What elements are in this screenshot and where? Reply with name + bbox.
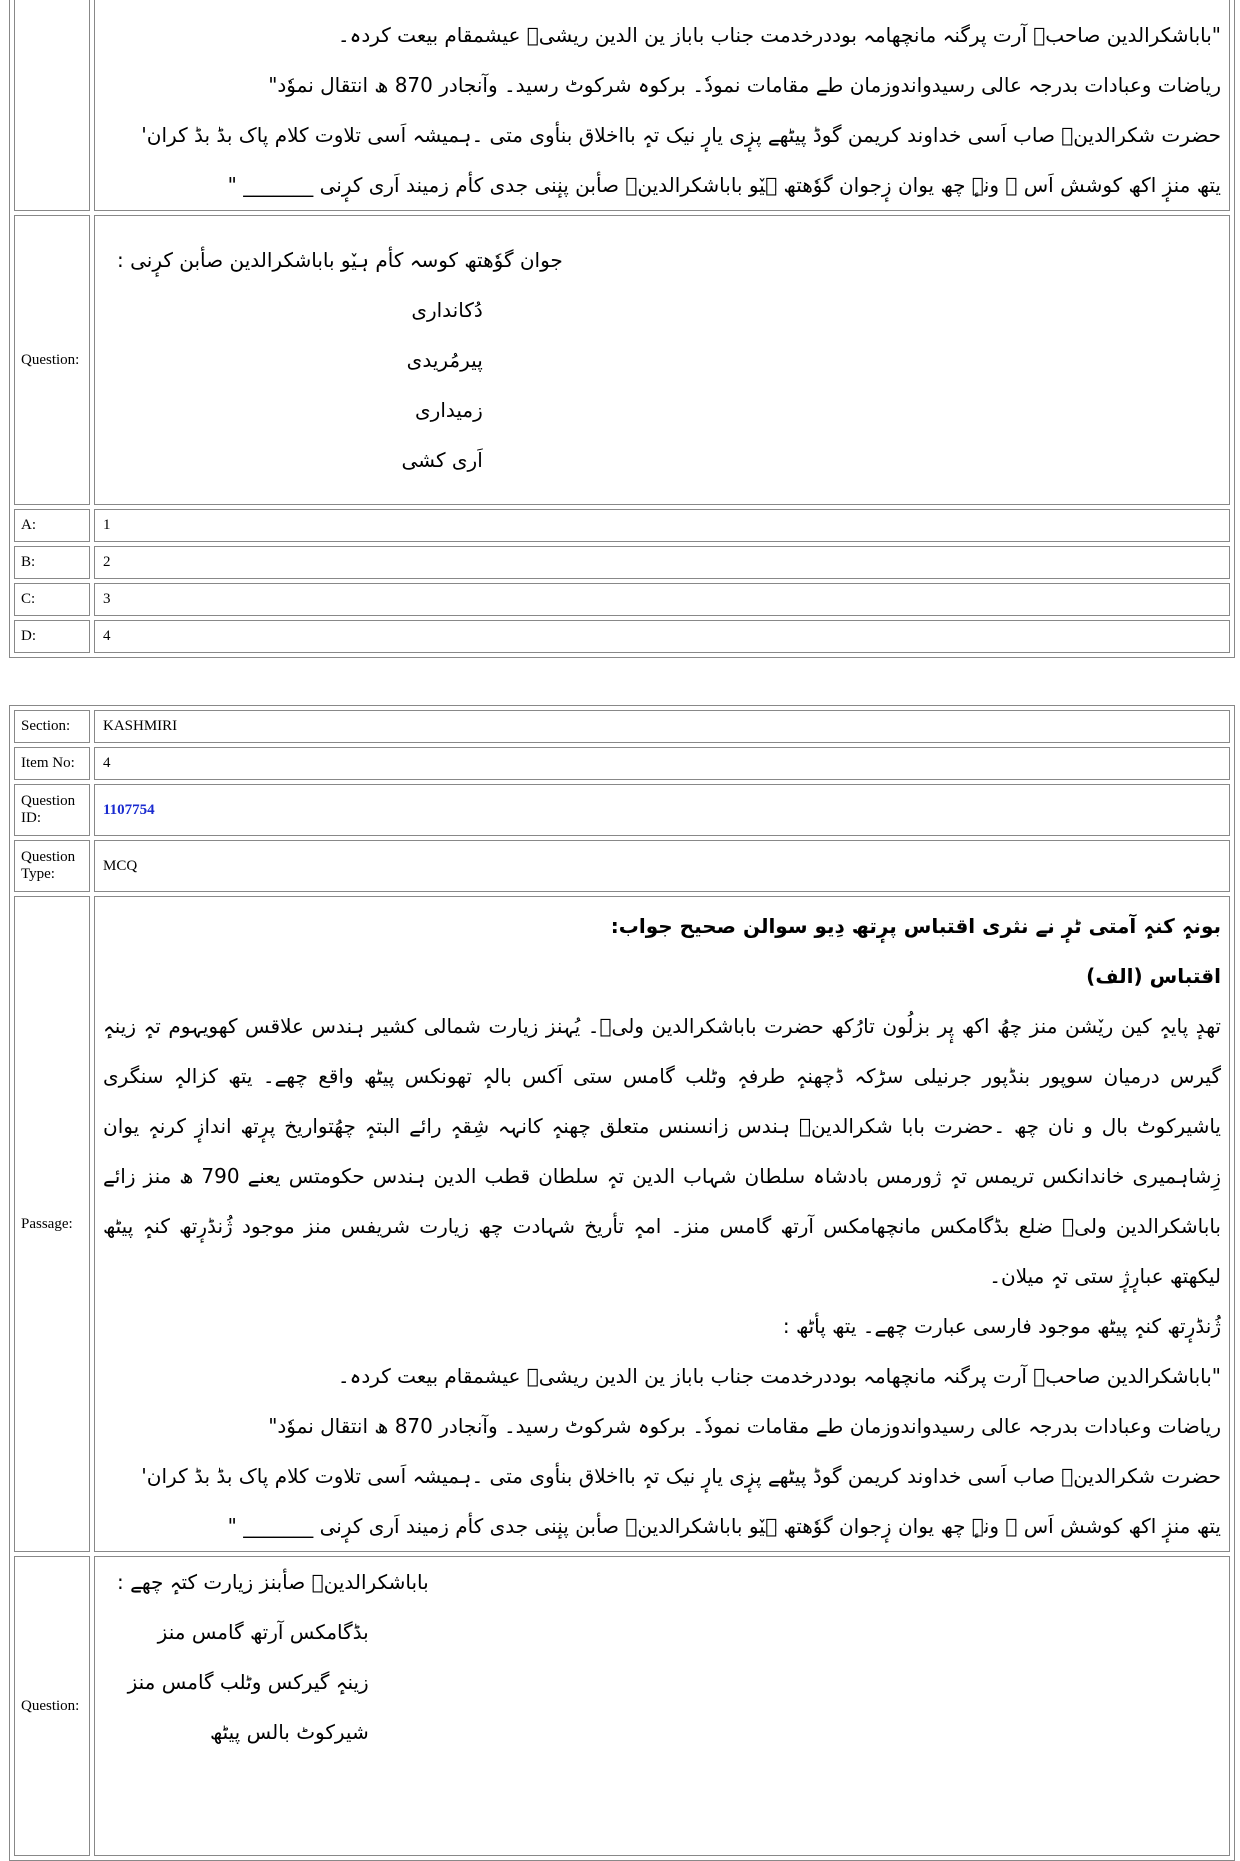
passage-cell [94, 0, 1230, 211]
question-id-label: Question ID: [14, 784, 90, 836]
passage-paragraph: تھدٕ پایہٕ کین ریٚشن منز چھُ اکھ پٕر بزلُون تارُکھ حضرت باباشکرالدین ولیؒ۔ یُہنز زیارت شمالی کشیر ہندس علاقس کھویہوم تہٕ زینہٕ گیرس درمیان سوپور بنڈپور جرنیلی سڑکہ ڈچھنہٕ طرفہٕ وٹلب گامس ستی اَکس بالہٕ تھونکس پیٹھ واقع چھے۔ یتھ کزالہٕ سنگری یاشیرکوٹ بال و نان چھ ۔حضرت بابا شکرالدینؒ ہندس زانسنس متعلق چھنہٕ کانہہ شِقہٕ رائے البتہٕ چھُتواریخ پرٕتھ اندازٕ کرنہٕ یوان زِشاہمیری خاندانکس تریمس تہٕ ژورمس بادشاہ سلطان شہاب الدین تہٕ سلطان قطب الدین ہندس حکومتس یعنے 790 ھ منز زائے باباشکرالدین ولیؒ ضلع بڈگامکس مانچھامکس آرتھ گامس منز۔ امہٕ تأریخ شہادت چھ زیارت شریفس منز موجود ژُنڈرٕتھ کنہٕ پیٹھ لیکھتھ عبارٕژٕ ستی تہٕ میلان۔ [103, 1014, 1221, 1288]
question-label: Question: [14, 1556, 90, 1856]
answer-label-d: D: [14, 620, 90, 653]
section-label: Section: [14, 710, 90, 743]
passage-line: "باباشکرالدین صاحبؒ آرت پرگنہ مانچھامہ بوددرخدمت جناب باباز ین الدین ریشیؒ عیشمقام بیعت کردہ۔ [337, 1364, 1221, 1388]
passage-instruction: بونہٕ کنہٕ آمتی ٹرٕ نے نثری اقتباس پرٕتھ دِیو سوالن صحیح جواب: [610, 914, 1221, 938]
option-2: پیرمُریدی [406, 348, 483, 372]
item-no-label: Item No: [14, 747, 90, 780]
question-block-4 [9, 705, 1235, 1861]
passage-line: ریاضات وعبادات بدرجہ عالی رسیدواندوزمان طے مقامات نمودٗ۔ برکوہ شرکوٹ رسید۔ وآنجادر 870 ھ انتقال نموٗد" [268, 1414, 1221, 1438]
question-id-value: 1107754 [94, 784, 1230, 836]
passage-line: یتھ منزٕ اکھ کوشش اَس ۔ ونہٕ چھ یوان زٕجوان گوٗھتھ ہیٚو باباشکرالدینؒ صأبن پنٕنی جدی کأم زمیند اَری کرٕنی _______ " [227, 1514, 1221, 1538]
option-1: دُکانداری [411, 298, 483, 322]
question-cell [94, 1556, 1230, 1856]
question-cell [94, 215, 1230, 505]
option-3: زمیداری [415, 398, 483, 422]
option-2: زینہٕ گیرکس وٹلب گامس منز [127, 1670, 369, 1694]
answer-label-c: C: [14, 583, 90, 616]
answer-value-c: 3 [94, 583, 1230, 616]
passage-sub-intro: ژُنڈرٕتھ کنہٕ پیٹھ موجود فارسی عبارت چھے۔ یتھ پأٹھ : [782, 1314, 1221, 1338]
answer-value-a: 1 [94, 509, 1230, 542]
option-1: بڈگامکس آرتھ گامس منز [157, 1620, 369, 1644]
question-label: Question: [14, 215, 90, 505]
option-3: شیرکوٹ بالس پیٹھ [209, 1720, 369, 1744]
item-no-value: 4 [94, 747, 1230, 780]
answer-value-d: 4 [94, 620, 1230, 653]
answer-label-a: A: [14, 509, 90, 542]
option-4: اَری کشی [401, 448, 483, 472]
passage-line: "باباشکرالدین صاحبؒ آرت پرگنہ مانچھامہ بوددرخدمت جناب باباز ین الدین ریشیؒ عیشمقام بیعت کردہ۔ [337, 23, 1221, 47]
answer-label-b: B: [14, 546, 90, 579]
question-block-3 [9, 0, 1235, 658]
question-type-label: Question Type: [14, 840, 90, 892]
section-value: KASHMIRI [94, 710, 1230, 743]
question-type-value: MCQ [94, 840, 1230, 892]
question-stem: جوان گوٗھتھ کوسہ کأم ہیٚو باباشکرالدین صأبن کرٕنی : [117, 248, 563, 272]
passage-label: Passage: [14, 896, 90, 1552]
passage-line: حضرت شکرالدینؒ صاب اَسی خداوند کریمن گوڈ پیٹھے پزٕی یارٕ نیک تہٕ بااخلاق بنأوی متی ۔ہمیشہ اَسی تلاوت کلام پاک بڈ بڈ کران' [141, 123, 1221, 147]
answer-value-b: 2 [94, 546, 1230, 579]
question-stem: باباشکرالدینؒ صأبنز زیارت کتہٕ چھے : [117, 1570, 429, 1594]
passage-line: حضرت شکرالدینؒ صاب اَسی خداوند کریمن گوڈ پیٹھے پزٕی یارٕ نیک تہٕ بااخلاق بنأوی متی ۔ہمیشہ اَسی تلاوت کلام پاک بڈ بڈ کران' [141, 1464, 1221, 1488]
passage-cell [94, 896, 1230, 1552]
passage-heading: اقتباس (الف) [1086, 964, 1221, 988]
passage-line: ریاضات وعبادات بدرجہ عالی رسیدواندوزمان طے مقامات نمودٗ۔ برکوہ شرکوٹ رسید۔ وآنجادر 870 ھ انتقال نموٗد" [268, 73, 1221, 97]
passage-label-cell [14, 0, 90, 211]
passage-line: یتھ منزٕ اکھ کوشش اَس ۔ ونہٕ چھ یوان زٕجوان گوٗھتھ ہیٚو باباشکرالدینؒ صأبن پنٕنی جدی کأم زمیند اَری کرٕنی _______ " [227, 173, 1221, 197]
